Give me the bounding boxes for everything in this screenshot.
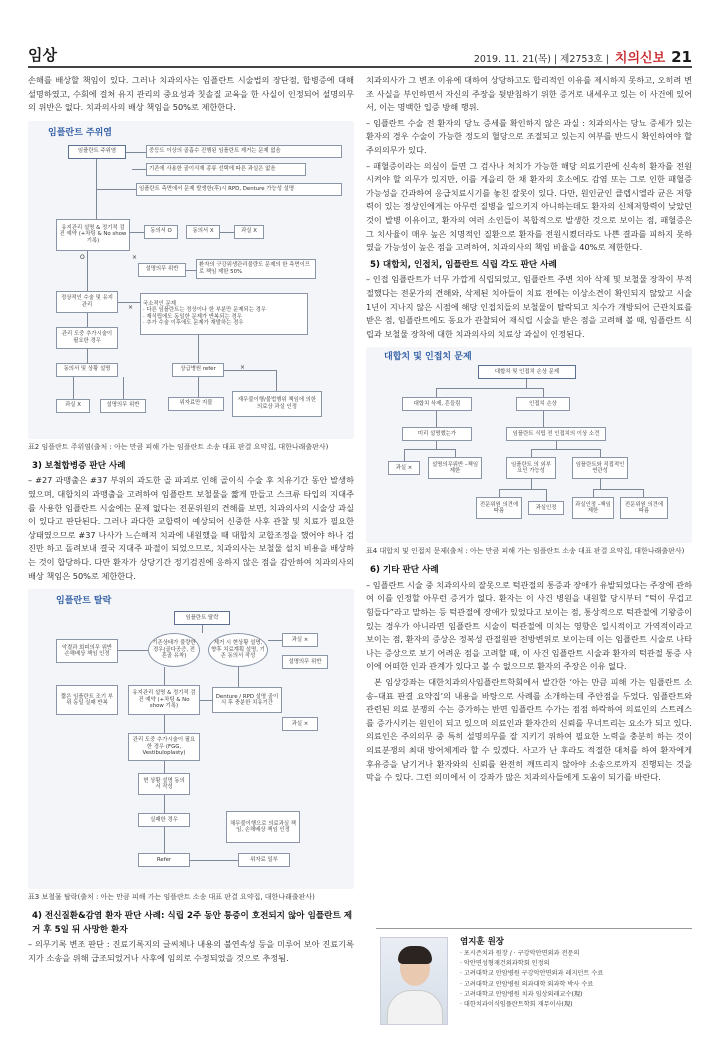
flow-node: 제거 시 현상황 설명, 향후 치료계획 설명, 기존 동의서 작성 <box>208 633 268 667</box>
closing-paragraph: 본 임상강좌는 대한치과의사임플란트학회에서 발간한 ‘아는 만큼 피해 가는 임플란트 소송–대표 판결 요약집’의 내용을 바탕으로 사례를 소개하는데 주안점을 두었다. 임플란트와 관련된 의료 분쟁의 수는 증가하는 반면 임플란트 수가는 점점 하락하여 의료인의 스트레스를 증가시키는 원인이 되고 있으며 의료인과 환자간의 신뢰를 무너트리는 요소가 되고 있다. 의료인은 주의의무 중 특히 설명의무를 잘 지키기 위하여 필요한 노력을 충분히 하는 것이 의료분쟁의 최대 방어체계라 할 수 있겠다. 사고가 난 후라도 적절한 대처를 하여 환자에게 후유증을 남기거나 환자와의 신뢰를 완전히 깨뜨리지 않아야 소송으로까지 진행되는 것을 막을 수 있다. 그런 의미에서 이 강좌가 많은 치과의사들에게 도움이 되기를 바란다. <box>366 677 692 783</box>
section-paragraph: – 인접 임플란트가 너무 가깝게 식립되었고, 임플란트 주변 치아 삭제 및 보철물 장착이 부적절했다는 전문가의 견해와, 삭제된 치아들이 치료 전에는 이상소견이 확인되지 않았고 시술 1년이 지나지 않은 시점에 해당 인접치들의 보철물이 탈락되고 치수가 개방되어 근관치료를 받은 점, 임플란트에도 동요가 관찰되어 재식립 시술을 받은 점을 고려해 볼 때, 임플란트 식립과 보철물 장착에 대한 치과의사의 치료상 과실이 인정된다. <box>366 274 692 339</box>
figure-title: 대합치 및 인접치 문제 <box>384 352 472 363</box>
intro-paragraph: 손해를 배상할 책임이 있다. 그러나 치과의사는 임플란트 시술법의 장단점, 합병증에 대해 설명하였고, 수회에 걸쳐 유지 관리의 중요성과 칫솔질 교육을 한 사실이 인정되어 설명의무의 위반은 없다. 치과의사의 배상 책임을 50%로 제한한다. <box>28 75 354 113</box>
section-paragraph: – 의무기록 변조 판단 : 진료기록지의 글씨체나 내용의 불연속성 등을 미루어 보아 진료기록지가 소송을 위해 급조되었거나 사후에 임의로 수정되었을 것으로 추정됨. <box>28 939 354 963</box>
flow-node: 과실 × <box>282 633 318 647</box>
newspaper-name: 치의신보 <box>614 51 666 66</box>
flow-node: 임플란트 측면에서 문제 발생한(후)시 RPD, Denture 가능성 설명 <box>136 183 342 196</box>
credential-item: · 대한치과이식임플란트학회 재무이사(現) <box>460 1001 573 1009</box>
flow-node: 짧은 임플란트 조기 부위 동일 실패 반복 <box>56 685 118 715</box>
yes-mark: O <box>80 253 85 261</box>
flow-node: Refer <box>138 853 190 867</box>
flow-node: 임플란트 탈락 <box>174 611 230 625</box>
figure-implant-failure <box>28 589 354 889</box>
flow-node: 임플란트 주위염 <box>68 145 126 159</box>
flow-node: 현 상황 설명 동의서 작성 <box>138 773 190 795</box>
flow-node: 중등도 이상의 골흡수 진행된 임플란트 제거는 문제 없음 <box>146 145 342 158</box>
flow-node: 임플란트 식립 전 인접치의 이상 소견 <box>506 427 606 441</box>
right-column <box>366 74 692 787</box>
author-profile <box>376 928 692 1030</box>
flow-node: 기존상태가 불량한 경우(골다공증, 전혼골 유착) <box>148 633 200 667</box>
flow-node: 대합치 및 인접치 손상 문제 <box>478 365 576 379</box>
flow-node: 국소적인 문제 · 다른 임플란트는 정상이나 한 부분만 문제되는 경우 · 재식립에도 동일한 문제가 반복되는 경우 · 추가 수술 이후에도 문제가 재발하는 경우 <box>140 293 308 335</box>
section-heading: 6) 기타 판단 사례 <box>370 565 439 576</box>
flow-node: 전문위원 의견에 따름 <box>620 497 668 519</box>
paragraph: – 임플란트 수술 전 환자의 당뇨 증세를 확인하지 않은 과실 : 치과의사는 당뇨 증세가 있는 환자의 경우 수술이 가능한 정도의 혈당으로 조절되고 있는지 여부를 반드시 확인하여야 할 주의의무가 있다. <box>366 117 692 155</box>
flow-node: 유지관리 설명 & 정기적 검진 예약 (+차팅 & No show 기록) <box>128 685 200 715</box>
flow-node: 과실인정 –책임제한 <box>572 497 614 519</box>
section-label: 임상 <box>28 46 57 64</box>
section-heading: 3) 보철합병증 판단 사례 <box>32 460 126 471</box>
flow-node: 관리 도중 추가시술이 필요한 경우 <box>56 327 118 349</box>
no-mark: × <box>132 253 138 261</box>
header-divider <box>28 66 692 68</box>
flow-node: 과실인정 <box>528 501 564 515</box>
flow-node: 대합치 삭제, 흔들림 <box>402 397 472 411</box>
flow-node: Denture / RPD 설명 골이식 후 충분한 치유기간 <box>212 687 282 713</box>
flow-node: 과실 × <box>282 717 318 731</box>
no-mark: × <box>240 363 246 371</box>
figure-caption: 표4 대합치 및 인접치 문제(출처 : 아는 만큼 피해 가는 임플란트 소송 대표 판결 요약집, 대한나래출판사) <box>366 547 685 556</box>
flow-node: 설명의무 위반 <box>282 655 328 669</box>
flow-node: 과실 × <box>388 461 420 475</box>
paragraph: 치과의사가 그 변조 이유에 대하여 상당하고도 합리적인 이유를 제시하지 못하고, 오히려 변조 사실을 부인하면서 자신의 주장을 뒷받침하기 위한 증거로 내세우고 있는 이 사건에 있어서, 이는 명백한 입증 방해 행위. <box>366 75 692 113</box>
flow-node: 악결과 회피의무 위반 손해배상 책임 인정 <box>56 639 118 663</box>
flow-node: 재무불이행/불법행위 책임에 의한 의료상 과실 인정 <box>232 391 322 417</box>
flow-node: 임플란트 의 외부 요인 가능성 <box>506 457 556 479</box>
flow-node: 실패한 경우 <box>138 813 190 827</box>
figure-peri-implantitis <box>28 121 354 439</box>
flow-node: 채무불이행으로 의료과실 책임, 손해배상 책임 인정 <box>226 811 300 843</box>
figure-title: 임플란트 주위염 <box>48 127 112 138</box>
section-heading: 4) 전신질환&감염 환자 판단 사례: 식립 2주 동안 통증이 호전되지 않아 임플란트 제거 후 5일 뒤 사망한 환자 <box>32 911 353 935</box>
flow-node: 정상적인 수술 및 유지관리 <box>56 291 118 313</box>
flow-node: 위자료만 지불 <box>168 397 224 411</box>
flow-node: 설명의무위반 –책임제한 <box>428 457 482 479</box>
flow-node: 설명의무 위반 <box>100 399 146 413</box>
flow-node: 인접치 손상 <box>516 397 570 411</box>
author-name: 염지훈 원장 <box>460 937 505 947</box>
figure-caption: 표2 임플란트 주위염(출처 : 아는 만큼 피해 가는 임플란트 소송 대표 판결 요약집, 대한나래출판사) <box>28 442 329 451</box>
section-heading: 5) 대합치, 인접치, 임플란트 식립 각도 판단 사례 <box>370 259 557 270</box>
paragraph: – 패혈증이라는 의심이 들면 그 검사나 처치가 가능한 해당 의료기관에 신속히 환자를 전원시켜야 할 의무가 있지만, 이를 게을리 한 채 환자의 호소에도 감염 또는 그로 인한 패혈증 가능성을 간과하여 응급치료시기를 놓친 잘못이 있다. 다만, 원인균인 클렙시엘라 균은 저항력이 있는 정상인에게는 아무런 질병을 일으키지 아니하는데도 환자의 신체저항력이 낮았던 것이 발병 이유이고, 환자의 여러 소인들이 복합적으로 발생한 것으로 보이는 점, 패혈증은 그 치사율이 매우 높은 치명적인 질환으로 환자를 전원시켰더라도 나쁜 결과를 피하지 못하였을 가능성이 높은 점을 고려하여, 치과의사의 책임 비율을 40%로 제한한다. <box>366 160 692 253</box>
flow-node: 전문위원 의견에 따름 <box>476 497 522 519</box>
credential-item: · 고려대학교 안암병원 치과 임상외래교수(現) <box>460 990 583 998</box>
flow-node: 미리 설명했는가 <box>402 427 472 441</box>
flow-node: 설명의무 위반 <box>138 263 186 277</box>
left-column <box>28 74 354 968</box>
credential-item: · 고려대학교 안암병원 구강악안면외과 레지던트 수료 <box>460 970 604 978</box>
flow-node: 상급병원 refer <box>172 363 224 377</box>
figure-title: 임플란트 탈락 <box>56 596 112 607</box>
flow-node: 동의서 O <box>144 225 178 239</box>
author-photo <box>380 937 448 1025</box>
figure-caption: 표3 보철물 탈락(출처 : 아는 만큼 피해 가는 임플란트 소송 대표 판결 요약집, 대한나래출판사) <box>28 893 315 902</box>
flow-node: 과실 X <box>56 399 90 413</box>
flow-node: 동의서 X <box>186 225 220 239</box>
flow-node: 유지관리 설명 & 정기적 검진 예약 (+차팅 & No show 기록) <box>56 219 130 251</box>
flow-node: 환자의 구강위생관리불량도 문제의 한 측면이므로 책임 제한 50% <box>196 259 316 279</box>
flow-node: 동의서 및 상황 설명 <box>56 363 118 377</box>
issue-info <box>474 47 692 66</box>
flow-node: 기존에 사용한 골이식재 종류 선택에 따른 과실은 없음 <box>146 163 306 176</box>
page-header <box>28 44 692 66</box>
credential-item: · 포시즌치과 원장 / · 구강악안면외과 전문의 <box>460 950 580 957</box>
flow-node: 임플란트와 직접적인 연관성 <box>572 457 628 479</box>
flow-node: 위자료 일부 <box>238 853 290 867</box>
credential-item: · 고려대학교 안암병원 의과대학 외과학 박사 수료 <box>460 980 594 988</box>
no-mark: × <box>128 303 134 311</box>
flow-node: 과실 X <box>234 225 264 239</box>
page-number: 21 <box>671 48 692 66</box>
section-paragraph: – #27 과맹출은 #37 부위의 과도한 골 파괴로 인해 골이식 수술 후 치유기간 동안 발생하였으며, 대합치의 과맹출을 고려하여 임플란트 보철물을 짧게 만들고 스크류 타입의 지대주를 사용한 임플란트 시술에는 문제 없다는 전문위원의 견해를 보면, 치과의사의 시술상 과실이 있다고 판단된다. 그러나 과다한 교합력이 예상되어 신중한 사후 관찰 및 치료가 필요한 상태였으므로 #37 나사가 느슨해져 치과에 내원했을 때 대합치 교합조정을 했어야 하나 검진만 하고 돌려보내 결국 지대주 파절이 되었으므로, 치과의사는 보철물 설치 비용을 배상하는 것이 합당하다. 다만 환자가 상당기간 정기검진에 응하지 않은 점을 감안하여 치과의사의 배상 책임은 50%로 제한한다. <box>28 475 354 581</box>
issue-date: 2019. 11. 21(목) | 제2753호 | <box>473 54 609 65</box>
flow-node: 관리 도중 추가시술이 필요한 경우 (FGG, Vestibuloplasty) <box>128 733 200 761</box>
figure-adjacent-teeth <box>366 347 692 543</box>
credential-item: · 악안면성형재건외과학회 인정의 <box>460 960 550 968</box>
section-paragraph: – 임플란트 시술 중 치과의사의 잘못으로 턱관절의 통증과 장애가 유발되었다는 주장에 관하여 이를 인정할 아무런 증거가 없다. 환자는 이 사건 병원을 내원할 당시부터 “턱이 무겁고 힘들다”라고 말하는 등 턱관절에 장애가 있었다고 보이는 점, 통상적으로 턱관절에 기왕증이 있는 경우가 아니라면 임플란트 시술이 턱관절에 미치는 영향은 일시적이고 가역적이라고 보이는 점, 환자의 증상은 정복성 관절원판 전방변위로 보이는데 이는 임플란트 시술로 나타나는 증상으로 보기 어려운 점을 고려할 때, 이 사건 임플란트 시술과 환자의 턱관절 통증 사이에 어떠한 인과 관계가 있다고 볼 수 없으므로 환자의 주장은 이유 없다. <box>366 579 692 672</box>
author-credentials <box>460 949 603 1010</box>
